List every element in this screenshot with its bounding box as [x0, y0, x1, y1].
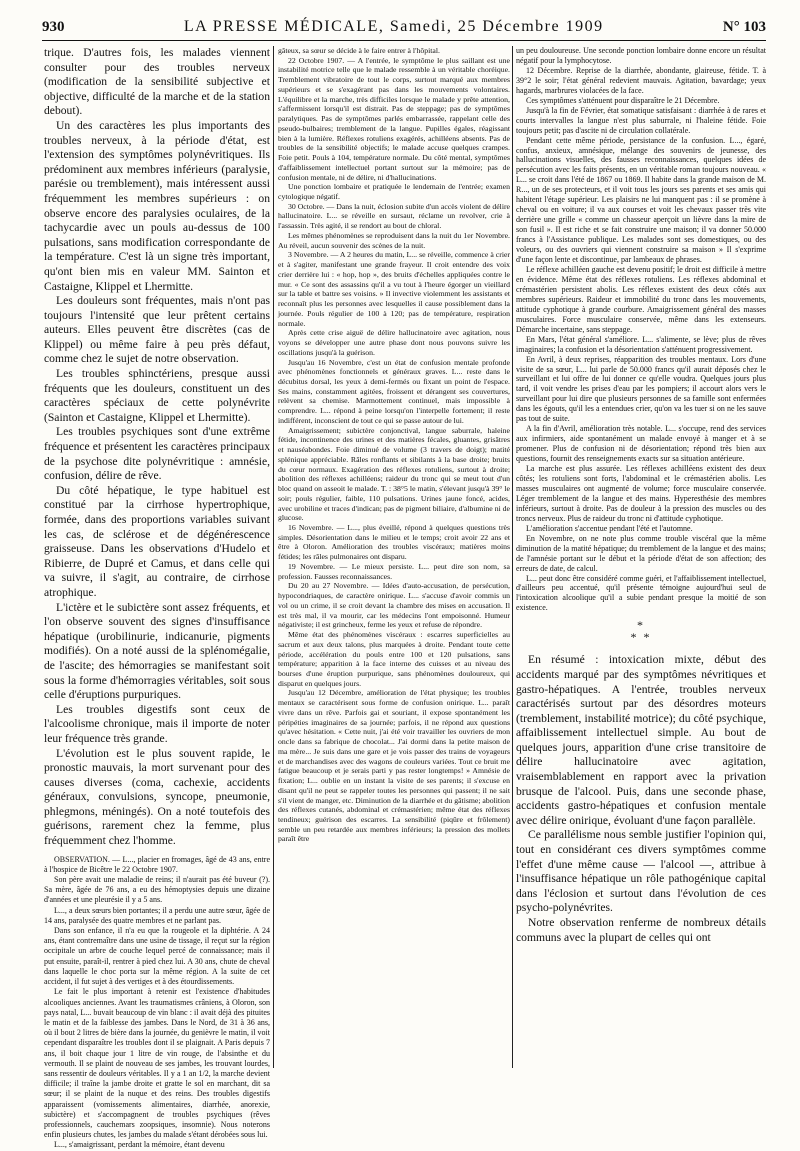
paragraph: trique. D'autres fois, les malades viennent consulter pour des troubles nerveux (modification de la sensibilité subjective et objective, difficulté de la marche et de la station debout).	[44, 46, 270, 118]
paragraph: gâteux, sa sœur se décide à le faire entrer à l'hôpital.	[278, 46, 440, 55]
paragraph: Les douleurs sont fréquentes, mais n'ont pas toujours l'intensité que leur prêtent certains auteurs. Elles peuvent être discrètes (cas de Klippel) ou même faire à peu près défaut, comme chez le sujet de notre observation.	[44, 294, 270, 366]
paragraph: Ces symptômes s'atténuent pour disparaître le 21 Décembre.	[526, 95, 720, 105]
article-text	[44, 46, 270, 849]
paragraph: L..., s'amaigrissant, perdant la mémoire, étant devenu	[54, 1140, 225, 1150]
paragraph: Les troubles digestifs sont ceux de l'alcoolisme chronique, mais il importe de noter leur fréquence très grande.	[44, 702, 270, 745]
column-divider	[512, 46, 513, 1068]
header-rule	[42, 40, 766, 41]
column-2	[278, 46, 510, 1068]
paragraph: Dans son enfance, il n'a eu que la rougeole et la diphtérie. A 24 ans, étant contremaître dans une usine de tissage, il reçut sur la région occipitale un arbre de couche lequel percé de connaissance; mais il put ensuite, paraît-il, rentrer à pied chez lui. A 30 ans, chute de cheval dans laquelle le choc porta sur la même région. A la suite de cet accident, il fut sujet à des vertiges et à des étourdissements.	[44, 926, 270, 987]
paragraph: L'ictère et le subictère sont assez fréquents, et l'on observe souvent des signes d'insuffisance hépatique (urobilinurie, indicanurie, pigments modifiés). On a noté aussi de la splénomégalie, de l'ascite; des hémorragies se manifestant soit sous la forme d'hémorragies véritables, soit sous celle d'éruptions purpuriques.	[44, 600, 270, 702]
paragraph: La marche est plus assurée. Les réflexes achilléens existent des deux côtés; les rotuliens sont forts, l'abdominal et le crémastérien abolis. Les masses musculaires ont augmenté de volume; force musculaire conservée. Léger tremblement de la langue et des mains. Hyperesthésie des membres inférieurs, surtout à droite. Pas de douleur à la pression des muscles ou des troncs nerveux. Plus de raideur du tronc ni d'attitude cyphotique.	[516, 464, 766, 523]
paragraph: Notre observation renferme de nombreux détails communs avec la plupart de celles qui ont	[516, 916, 766, 944]
issue-number: N° 103	[722, 19, 766, 35]
paragraph: 22 Octobre 1907. — A l'entrée, le symptôme le plus saillant est une instabilité motrice telle que le malade ressemble à un véritable choréique. Tremblement vibratoire de tout le corps, surtout marqué aux membres supérieurs et se s'exagérant pas dans les mouvements volontaires. L'équilibre et la marche, très difficiles lorsque le malade y prête attention, s'affermissent lorsqu'il est distrait. Pas de steppage; pas de symptômes paralytiques. Pas de symptômes parlés embarrassée, rappelant celle des pseudo-bulbaires; tremblement de la langue. Pupilles égales, réagissant bien à la lumière. Réflexes rotuliens exagérés, achilléens absents. Pas de troubles de la sensibilité objectifs; le malade accuse quelques crampes. Foie petit. Pouls à 104, température normale. Du côté mental, symptômes d'affaiblissement intellectuel portant surtout sur la mémoire; pas de confusion mentale, ni de délire, ni d'hallucinations.	[278, 55, 510, 182]
paragraph: un peu douloureuse. Une seconde ponction lombaire donne encore un résultat négatif pour la lymphocytose.	[516, 46, 766, 65]
page-header	[42, 18, 766, 40]
paragraph: Les troubles psychiques sont d'une extrême fréquence et présentent les caractères principaux de la psychose dite polynévritique : amnésie, confusion, délire de rêve.	[44, 425, 270, 483]
paragraph: 3 Novembre. — A 2 heures du matin, L... se réveille, commence à crier et à s'agiter, manifestant une grande frayeur. Il croit entendre des voix crier derrière lui : « hop, hop », des bruits d'échelles appliquées contre le mur. « Ce sont des assassins qu'il a vu tout à l'heure égorger un vieillard sur la table et battre ses voisins. » Il invective violemment les assistants et reconnaît plus les personnes avec lesquelles il cause possiblement dans la journée. Pouls régulier de 100 à 120; pas de température, respiration normale.	[278, 250, 510, 328]
paragraph: Un des caractères les plus importants des troubles nerveux, à la période d'état, est l'extension des symptômes polynévritiques. Ils prédominent aux membres inférieurs (paralysie, parésie ou tremblement), mais intéressent aussi fréquemment les membres supérieurs : on observe encore des paralysies oculaires, de la tachycardie avec un pouls au-dessus de 100 pulsations, sans modification correspondante de la température. C'est là un signe très important, qu'ont bien mis en valeur MM. Sainton et Castaigne, Klippel et Lhermitte.	[44, 118, 270, 293]
paragraph: Jusqu'au 12 Décembre, amélioration de l'état physique; les troubles mentaux se caractérisent sous forme de confusion onirique. L... paraît vivre dans un rêve. Parfois gai et souriant, il expose spontanément les péripéties imaginaires de sa journée; parfois, il ne répond aux questions qu'avec hésitation. « Cette nuit, j'ai été voir travailler les ouvriers de mon oncle dans sa fabrique de chocolat... J'ai dormi dans la petite maison de ma mère... Je suis dans une gare et je vois passer des trains de voyageurs et de marchandises avec des wagons de couleurs variées. Tout ce bruit me fatigue beaucoup et je serais parti y pas rester longtemps! » Amnésie de fixation; L... oublie en un instant la visite de ses parents; il s'excuse en disant qu'il ne peut se rappeler toutes les personnes qui passent; il ne sait s'il vient de manger, etc. Diminution de la diarrhée et du gâtisme; abolition des réflexes cutanés, abdominal et crémastérien; même état des réflexes tendineux; guérison des escarres. La sensibilité (piqûre et frôlement) semble un peu retardée aux membres inférieurs; la pression des mollets paraît être	[278, 688, 510, 844]
paragraph: 19 Novembre. — Le mieux persiste. L... peut dire son nom, sa profession. Fausses reconnaissances.	[278, 561, 510, 581]
paragraph: 12 Décembre. Reprise de la diarrhée, abondante, glaireuse, fétide. T. à 39°2 le soir; l'état général redevient mauvais. Agitation, bavardage; yeux hagards, marbrures violacées de la face.	[516, 65, 766, 95]
paragraph: Ce parallélisme nous semble justifier l'opinion qui, tout en considérant ces divers symptômes comme l'effet d'une même cause — l'alcool —, attribue à l'insuffisance hépatique un rôle pathogénique capital dans l'éclosion et surtout dans l'évolution de ces psycho-polynévrites.	[516, 828, 766, 915]
column-divider	[273, 46, 274, 1068]
observation-text	[44, 855, 270, 1151]
paragraph: Jusqu'au 16 Novembre, c'est un état de confusion mentale profonde avec phénomènes fonctionnels et généraux graves. L... reste dans le décubitus dorsal, les yeux à demi-fermés ou fixant un point de l'espace. Ses mains, constamment agitées, froissent et dérangent ses couvertures, relèvent sa chemise. Marmottement continuel, mais impossible à comprendre. L... répond à peine lorsqu'on l'interpelle fortement; il reste indifférent, inconscient de tout ce qui se passe autour de lui.	[278, 357, 510, 425]
paragraph: En Avril, à deux reprises, réapparition des troubles mentaux. Lors d'une visite de sa sœur, L... lui parle de 50.000 francs qu'il aurait déposés chez le surveillant et lui offre de lui donner ce qu'elle voudra. Quelques jours plus tard, il voit vendre les prises d'eau par les pompiers; il accourt alors vers le surveillant pour lui dire que plusieurs personnes de sa famille sont enfermées dans les égouts, qu'il les a entendues crier, qu'on va les tuer si on ne les sauve pas tout de suite.	[516, 354, 766, 424]
paragraph: Amaigrissement; subictère conjonctival, langue saburrale, haleine fétide, incontinence des urines et des matières fécales, gluantes, grisâtres et nauséabondes. Foie diminué de volume (3 travers de doigt); matité splénique appréciable. Râles ronflants et sibilants à la base droite; bruits du cœur normaux. Exagération des réflexes rotuliens, surtout à droite; abolition des réflexes achilléens; raideur du tronc qui se meut tout d'un bloc quand on asseoit le malade. T. : 38°5 le matin, s'élevant jusqu'à 39° le soir; pouls régulier, faible, 110 pulsations. Urines jaune foncé, acides, avec urobiline et traces d'indican; pas de pigment biliaire, d'albumine ni de glucose.	[278, 425, 510, 523]
paragraph: L'évolution est le plus souvent rapide, le pronostic mauvais, la mort survenant pour des causes diverses (coma, cachexie, accidents généraux, convulsions, syncope, pneumonie, phlegmons, méningés). On a noté toutefois des guérisons, rarement chez la femme, plus fréquemment chez l'homme.	[44, 746, 270, 848]
paragraph: En résumé : intoxication mixte, début des accidents marqué par des symptômes névritiques et gastro-hépatiques. A l'entrée, troubles nerveux caractérisés surtout par des désordres moteurs (tremblement, instabilité motrice); du côté psychique, affaiblissement intellectuel simple. Au bout de quelques jours, apparition d'une crise transitoire de délire hallucinatoire avec agitation, vraisemblablement en rapport avec la privation brusque de l'alcool. Puis, dans une seconde phase, accidents gastro-hépatiques et confusion mentale avec délire onirique, évoluant d'une façon parallèle.	[516, 653, 766, 827]
paragraph: L... peut donc être considéré comme guéri, et l'affaiblissement intellectuel, d'ailleurs peu accentué, qu'il présente témoigne aujourd'hui seul de l'intoxication alcoolique qu'il a subie pendant presque la moitié de son existence.	[516, 573, 766, 613]
paragraph: Du côté hépatique, le type habituel est constitué par la cirrhose hypertrophique, formée, dans des proportions variables suivant les cas, de sclérose et de dégénérescence graisseuse. Dans les observations d'Hudelo et Ribierre, de Dupré et Camus, et dans celle qui va suivre, il s'agit, au contraire, de cirrhose atrophique.	[44, 483, 270, 599]
paragraph: Le réflexe achilléen gauche est devenu positif; le droit est difficile à mettre en évidence. Même état des réflexes rotuliens. Les réflexes abdominal et crémastérien persistent abolis. Les réflexes existent des deux côtés aux membres supérieurs. Raideur et immobilité du tronc dans les mouvements, attitude cyphotique à grande courbure. Amaigrissement général des masses musculaires. Force musculaire conservée, même dans les extenseurs. Démarche incertaine, sans steppage.	[516, 264, 766, 334]
observation-text	[516, 46, 766, 613]
page-number: 930	[42, 19, 65, 35]
paragraph: Après cette crise aiguë de délire hallucinatoire avec agitation, nous voyons se développer une autre phase dont nous pouvons suivre les oscillations jusqu'à la guérison.	[278, 328, 510, 357]
paragraph: Même état des phénomènes viscéraux : escarres superficielles au sacrum et aux deux talons, plus marquées à droite. Pendant toute cette période, accélération du pouls entre 100 et 120 pulsations, sans température; apparition à la face interne des cuisses et au niveau des bourses d'une éruption purpurique, sans phénomènes douloureux, qui disparut en quelques jours.	[278, 630, 510, 688]
paragraph: Jusqu'à la fin de Février, état somatique satisfaisant : diarrhée à de rares et courts intervalles la langue n'est plus saburrale, ni l'haleine fétide. Foie toujours petit; pas d'ascite ni de circulation collatérale.	[516, 105, 766, 135]
paragraph: Pendant cette même période, persistance de la confusion. L..., égaré, confus, anxieux, amnésique, mélange des souvenirs de jeunesse, des hallucinations visuelles, des fausses reconnaissances, quelques idées de persécution avec les faits présents, en un véritable roman toujours nouveau. « L... se croit dans l'été de 1867 ou 1869. Il habite dans la grande maison de M. R..., un de ses protecteurs, et il voit tous les jours ses parents et ses amis qui habitent l'étage supérieur. Les plaisirs ne lui manquent pas : il se promène à cheval ou en voiture; il va aux courses et voit les chevaux passer très vite derrière une grille « comme un chasseur aperçoit un lièvre dans la mire de son fusil ». Il est riche et se fait construire une maison; il va donner 50.000 francs à l'Assistance publique. Les malades sont ses domestiques, ou des voleurs, ou des ouvriers qui viennent construire sa maison » Il s'exprime d'une façon lente et discontinue, par lambeaux de phrases.	[516, 135, 766, 265]
paragraph: En Mars, l'état général s'améliore. L... s'alimente, se lève; plus de rêves imaginaires; la confusion et la désorientation s'atténuent progressivement.	[516, 334, 766, 354]
paragraph: 16 Novembre. — L..., plus éveillé, répond à quelques questions très simples. Désorientation dans le milieu et le temps; croit avoir 22 ans et être à Oloron. Amélioration des troubles viscéraux; matières moins fétides; les râles pulmonaires ont disparu.	[278, 522, 510, 562]
paragraph: 30 Octobre. — Dans la nuit, éclosion subite d'un accès violent de délire hallucinatoire. L... se réveille en sursaut, réclame un revolver, crie à l'assassin. Très agité, il se rendort au bout de chloral.	[278, 201, 510, 231]
column-3	[516, 46, 766, 1068]
paragraph: OBSERVATION. — L..., placier en fromages, âgé de 43 ans, entre à l'hospice de Bicêtre le 22 Octobre 1907.	[44, 854, 270, 874]
paragraph: En Novembre, on ne note plus comme trouble viscéral que la même diminution de la matité hépatique; du tremblement de la langue et des mains; de l'amnésie portant sur le début et la période d'état de son affection; des erreurs de date, de calcul.	[516, 533, 766, 573]
paragraph: Son père avait une maladie de reins; il n'aurait pas été buveur (?). Sa mère, âgée de 76 ans, a eu des hémoptysies depuis une dizaine d'années et une pleurésie il y a 5 ans.	[44, 875, 270, 905]
column-1	[44, 46, 270, 1150]
paragraph: A la fin d'Avril, amélioration très notable. L... s'occupe, rend des services aux infirmiers, aide spontanément un malade envoyé à manger et à se promener. Plus de confusion ni de désorientation; répond très bien aux questions, fournit des renseignements exacts sur sa situation antérieure.	[516, 424, 766, 464]
journal-title: LA PRESSE MÉDICALE, Samedi, 25 Décembre 1909	[183, 18, 604, 35]
section-separator-asterisms: * * *	[630, 618, 652, 645]
summary-text	[516, 653, 766, 945]
paragraph: Le fait le plus important à retenir est l'existence d'habitudes alcooliques anciennes. Avant les traumatismes crâniens, à Oloron, son pays natal, L... buvait beaucoup de vin blanc : il avait déjà des pituites le matin et de la faiblesse des jambes. Dans le Nord, de 31 à 36 ans, où il bout 2 litres de bière dans la journée, du genièvre le matin, il voit cependant disparaître les troubles dont il se plaignait. A Paris depuis 7 ans, il boit chaque jour 1 litre de vin rouge, de l'absinthe et du vermouth. Il se plaint de nouveau de ses jambes, les trouvant lourdes, sans ressentir de douleurs véritables. Il y a 1 an 1/2, la marche devient difficile; il traîne la jambe droite et gratte le sol en marchant, dit sa sœur; il se plaint de la nuque et des reins. Des troubles digestifs apparaissent (vomissements alimentaires, diarrhée, anorexie, subictère) et s'accompagnent de troubles psychiques (rêves professionnels, cauchemars zoopsiques, insomnie). Nous noterons enfin plusieurs chutes, les jambes du malade s'étant dérobées sous lui.	[44, 987, 270, 1140]
paragraph: Les mêmes phénomènes se reproduisent dans la nuit du 1er Novembre. Au réveil, aucun souvenir des scènes de la nuit.	[278, 230, 510, 250]
paragraph: L..., a deux sœurs bien portantes; il a perdu une autre sœur, âgée de 14 ans, paralysée des quatre membres et ne parlant pas.	[44, 905, 270, 925]
paragraph: Une ponction lombaire et pratiquée le lendemain de l'entrée; examen cytologique négatif.	[278, 182, 510, 202]
paragraph: Du 20 au 27 Novembre. — Idées d'auto-accusation, de persécution, hypocondriaques, de caractère onirique. L... s'accuse d'avoir commis un vol ou un crime, il se croit devant la chambre des mises en accusation. Il est très mal, il va mourir, car les médecins l'ont empoisonné. Humeur négativiste; il est grincheux, ferme les yeux et refuse de répondre.	[278, 581, 510, 630]
paragraph: Les troubles sphinctériens, presque aussi fréquents que les douleurs, constituent un des caractères spéciaux de cette polynévrite (Sainton et Castaigne, Klippel et Lhermitte).	[44, 367, 270, 424]
paragraph: L'amélioration s'accentue pendant l'été et l'automne.	[526, 523, 693, 533]
